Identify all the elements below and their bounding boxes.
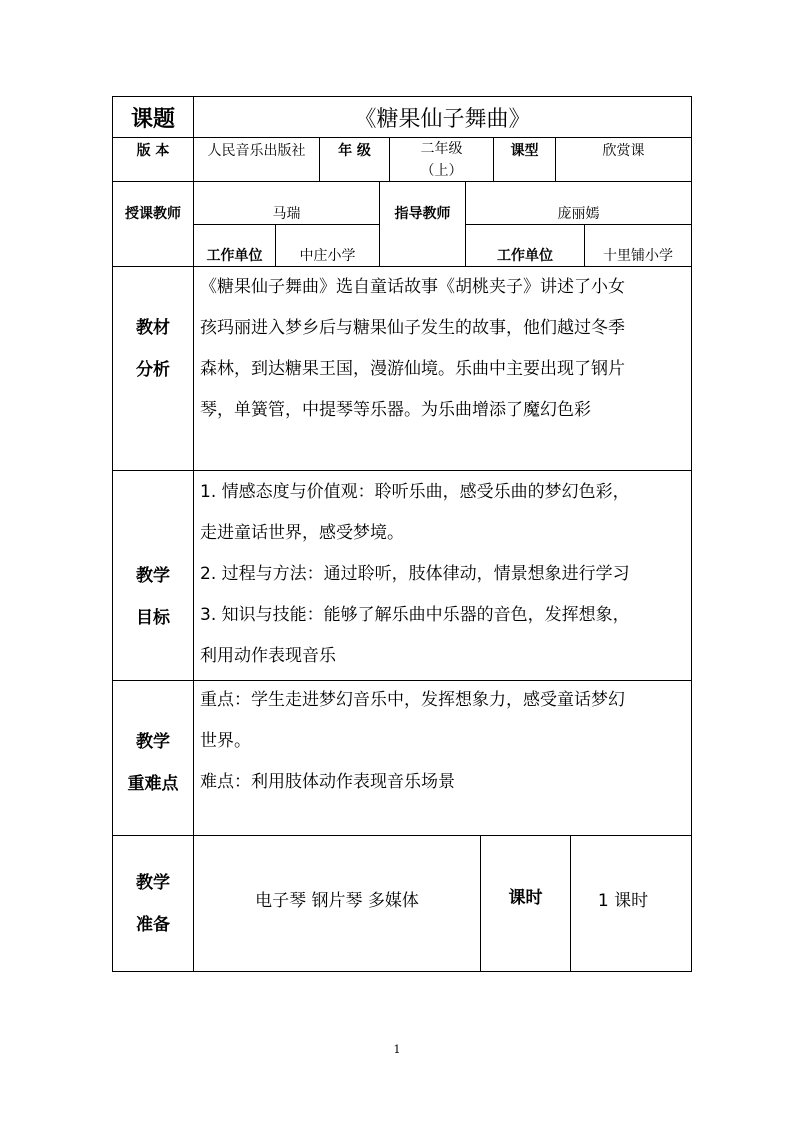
grade-value [390, 138, 493, 181]
objectives-label-line2: 目标 [136, 608, 170, 628]
objectives-line: 3. 知识与技能：能够了解乐曲中乐器的音色，发挥想象， [200, 605, 630, 625]
analysis-text [200, 267, 688, 431]
grade-label: 年 级 [338, 143, 371, 159]
teacher-unit: 中庄小学 [299, 248, 356, 264]
teacher-unit-label: 工作单位 [206, 248, 263, 264]
analysis-line: 森林，到达糖果王国，漫游仙境。乐曲中主要出现了钢片 [200, 359, 625, 379]
table-rule [112, 470, 692, 471]
table-border-bottom [112, 971, 692, 972]
preparation-label [113, 836, 193, 971]
key-points-line: 世界。 [200, 731, 251, 751]
preparation-value: 电子琴 钢片琴 多媒体 [255, 890, 419, 911]
lesson-type-value: 欣赏课 [602, 143, 645, 159]
lesson-type-label: 课型 [510, 143, 539, 159]
objectives-line: 1. 情感态度与价值观：聆听乐曲，感受乐曲的梦幻色彩， [200, 482, 630, 502]
key-points-line: 重点：学生走进梦幻音乐中，发挥想象力，感受童话梦幻 [200, 690, 625, 710]
analysis-line: 《糖果仙子舞曲》选自童话故事《胡桃夹子》讲述了小女 [200, 277, 625, 297]
advisor-unit: 十里铺小学 [603, 248, 673, 264]
analysis-line: 孩玛丽进入梦乡后与糖果仙子发生的故事，他们越过冬季 [200, 318, 625, 338]
topic-label: 课题 [130, 106, 175, 132]
advisor-name: 庞丽嫣 [557, 206, 600, 222]
page-title: 《糖果仙子舞曲》 [354, 106, 531, 132]
preparation-label-line2: 准备 [136, 914, 170, 935]
key-points-label-line1: 教学 [136, 732, 170, 752]
page-number: 1 [393, 1043, 401, 1056]
teacher-name: 马瑞 [272, 206, 301, 222]
key-points-line: 难点：利用肢体动作表现音乐场景 [200, 772, 455, 792]
analysis-label-line1: 教材 [136, 318, 170, 338]
objectives-line: 2. 过程与方法：通过聆听，肢体律动，情景想象进行学习 [200, 564, 630, 584]
key-points-text [200, 680, 688, 803]
analysis-label-line2: 分析 [136, 360, 170, 380]
preparation-label-line1: 教学 [136, 872, 170, 893]
advisor-unit-label: 工作单位 [497, 248, 553, 264]
objectives-line: 利用动作表现音乐 [200, 646, 336, 666]
teacher-label: 授课教师 [125, 206, 181, 222]
edition-value: 人民音乐出版社 [207, 143, 306, 159]
advisor-label: 指导教师 [394, 206, 451, 222]
objectives-line: 走进童话世界，感受梦境。 [200, 523, 404, 543]
objectives-label [113, 471, 193, 680]
objectives-label-line1: 教学 [136, 566, 170, 586]
grade-value-line1: 二年级 [420, 140, 463, 157]
table-border-right [691, 96, 692, 972]
hours-value: 1 课时 [597, 890, 649, 911]
analysis-line: 琴，单簧管，中提琴等乐器。为乐曲增添了魔幻色彩 [200, 400, 591, 420]
grade-value-line2: （上） [420, 162, 463, 179]
key-points-label-line2: 重难点 [127, 774, 179, 794]
hours-label: 课时 [508, 888, 543, 908]
analysis-label [113, 267, 193, 471]
objectives-text [200, 472, 688, 677]
key-points-label [113, 681, 193, 835]
edition-label: 版 本 [136, 143, 170, 159]
